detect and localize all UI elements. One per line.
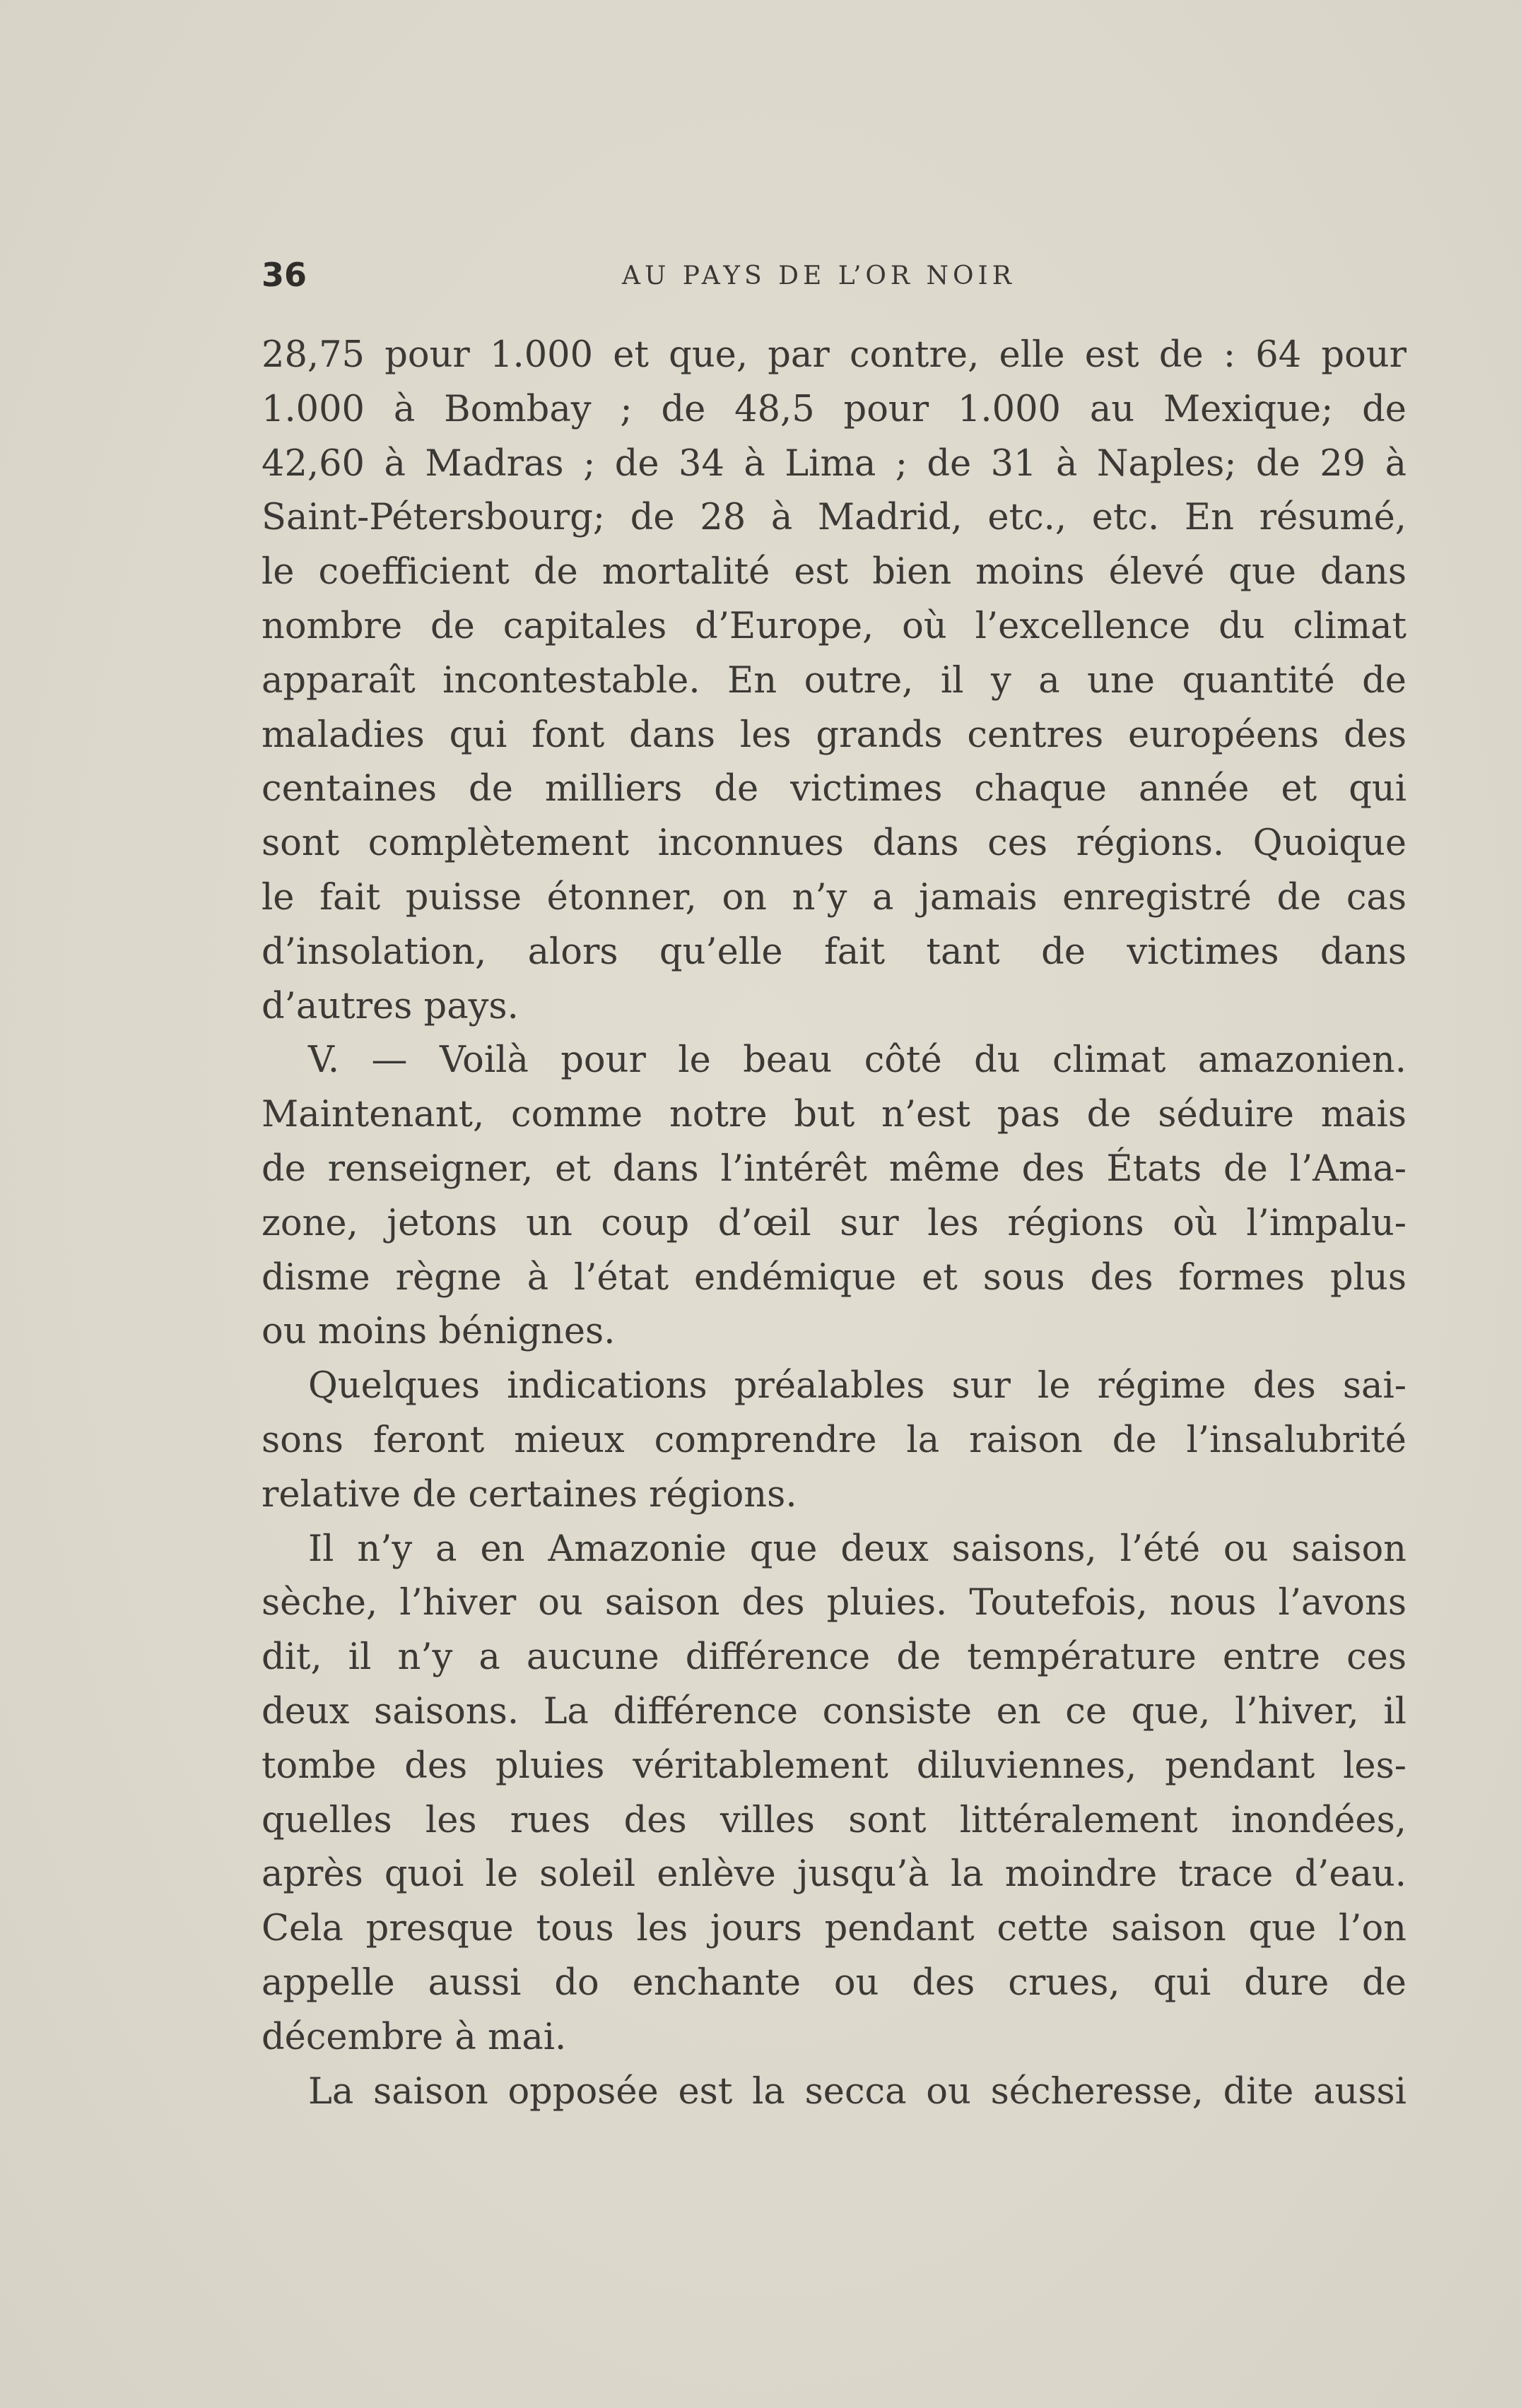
body-text [262, 329, 1407, 2119]
text-line: Cela presque tous les jours pendant cette saison que l’on [262, 1908, 1407, 1950]
text-line: La saison opposée est la secca ou sécheresse, dite aussi [308, 2070, 1407, 2113]
text-line: Saint-Pétersbourg; de 28 à Madrid, etc., etc. En résumé, [262, 497, 1407, 539]
text-line: 1.000 à Bombay ; de 48,5 pour 1.000 au Mexique; de [262, 388, 1407, 430]
text-line: relative de certaines régions. [262, 1473, 797, 1516]
text-line: quelles les rues des villes sont littéralement inondées, [262, 1799, 1407, 1841]
text-line: d’insolation, alors qu’elle fait tant de victimes dans [262, 931, 1407, 973]
text-line: dit, il n’y a aucune différence de température entre ces [262, 1636, 1407, 1679]
text-line: sont complètement inconnues dans ces régions. Quoique [262, 822, 1407, 865]
text-line: apparaît incontestable. En outre, il y a une quantité de [262, 659, 1407, 702]
text-line: sèche, l’hiver ou saison des pluies. Toutefois, nous l’avons [262, 1582, 1407, 1624]
text-line: V. — Voilà pour le beau côté du climat amazonien. [308, 1039, 1407, 1082]
running-title: AU PAYS DE L’OR NOIR [622, 261, 1016, 290]
text-line: maladies qui font dans les grands centres européens des [262, 714, 1407, 756]
text-line: 42,60 à Madras ; de 34 à Lima ; de 31 à Naples; de 29 à [262, 442, 1407, 485]
page-header [262, 256, 1407, 305]
text-line: le coefficient de mortalité est bien moins élevé que dans [262, 551, 1407, 594]
text-line: nombre de capitales d’Europe, où l’excellence du climat [262, 605, 1407, 647]
page-number: 36 [262, 256, 307, 294]
text-line: centaines de milliers de victimes chaque année et qui [262, 768, 1407, 810]
text-line: Maintenant, comme notre but n’est pas de séduire mais [262, 1094, 1407, 1136]
text-line: de renseigner, et dans l’intérêt même des États de l’Ama- [262, 1147, 1407, 1190]
text-line: d’autres pays. [262, 985, 519, 1027]
text-line: sons feront mieux comprendre la raison de l’insalubrité [262, 1419, 1407, 1461]
text-line: ou moins bénignes. [262, 1311, 616, 1353]
text-line: Il n’y a en Amazonie que deux saisons, l’été ou saison [308, 1528, 1407, 1570]
text-line: décembre à mai. [262, 2016, 567, 2058]
text-line: disme règne à l’état endémique et sous des formes plus [262, 1256, 1407, 1299]
text-line: 28,75 pour 1.000 et que, par contre, elle est de : 64 pour [262, 334, 1407, 376]
text-line: deux saisons. La différence consiste en ce que, l’hiver, il [262, 1690, 1407, 1733]
text-line: le fait puisse étonner, on n’y a jamais enregistré de cas [262, 876, 1407, 919]
text-line: après quoi le soleil enlève jusqu’à la moindre trace d’eau. [262, 1853, 1407, 1896]
text-line: zone, jetons un coup d’œil sur les régions où l’impalu- [262, 1202, 1407, 1244]
text-line: appelle aussi do enchante ou des crues, qui dure de [262, 1961, 1407, 2004]
text-line: tombe des pluies véritablement diluviennes, pendant les- [262, 1745, 1407, 1787]
text-line: Quelques indications préalables sur le régime des sai- [308, 1365, 1407, 1407]
